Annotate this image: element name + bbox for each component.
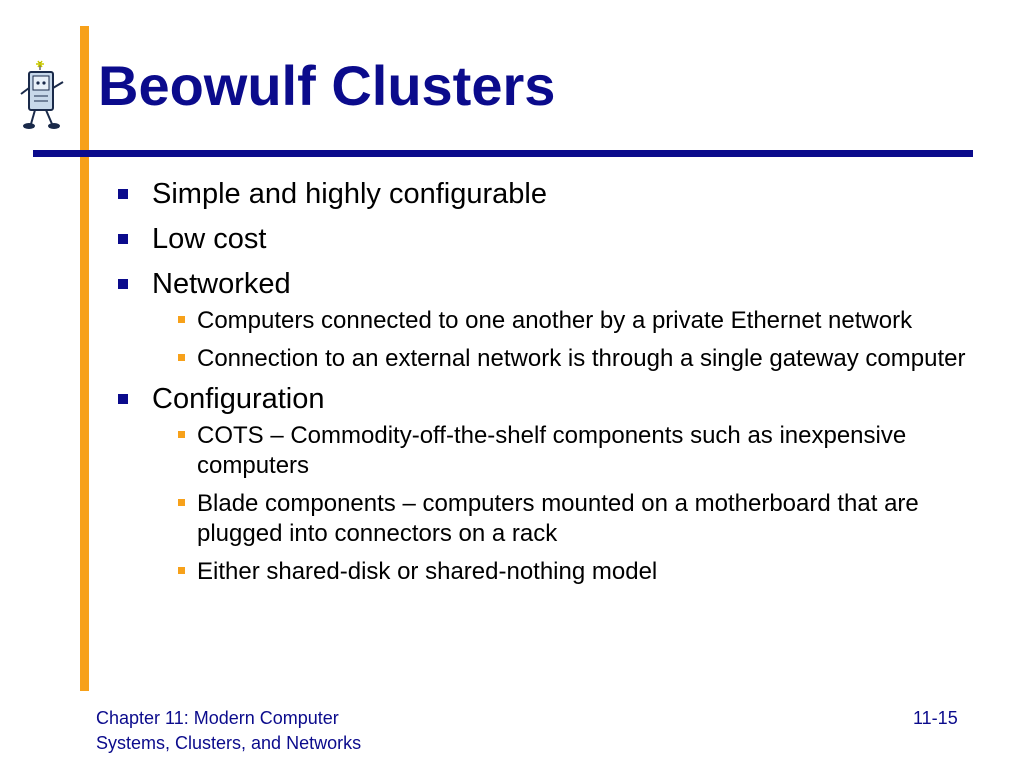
square-bullet-icon (118, 189, 128, 199)
square-sub-bullet-icon (178, 354, 185, 361)
bullet-text: Configuration (152, 383, 325, 415)
square-sub-bullet-icon (178, 567, 185, 574)
bullet-text: Simple and highly configurable (152, 178, 547, 210)
bullet-text: Networked (152, 268, 291, 300)
square-bullet-icon (118, 234, 128, 244)
title-divider-rule (33, 150, 973, 157)
bullet-item (118, 266, 988, 374)
square-bullet-icon (118, 394, 128, 404)
sub-bullet-list (152, 306, 988, 374)
sub-bullet-text: Either shared-disk or shared-nothing model (197, 558, 658, 585)
slide-title: Beowulf Clusters (98, 54, 556, 117)
footer-chapter (96, 706, 416, 756)
sub-bullet-text: Connection to an external network is through a single gateway computer (197, 345, 966, 372)
slide-content (118, 176, 988, 594)
sub-bullet-item (152, 344, 988, 374)
square-sub-bullet-icon (178, 316, 185, 323)
sub-bullet-text: COTS – Commodity-off-the-shelf components such as inexpensive computers (197, 422, 907, 479)
sub-bullet-item (152, 489, 988, 549)
computer-mascot-icon (18, 60, 70, 135)
sub-bullet-text: Blade components – computers mounted on a motherboard that are plugged into connectors on a rack (197, 490, 919, 547)
bullet-item (118, 221, 988, 257)
footer-page-number: 11-15 (913, 708, 958, 728)
bullet-text: Low cost (152, 223, 267, 255)
sub-bullet-item (152, 306, 988, 336)
sub-bullet-text: Computers connected to one another by a private Ethernet network (197, 307, 913, 334)
square-sub-bullet-icon (178, 431, 185, 438)
footer-chapter-line-1: Chapter 11: Modern Computer (96, 708, 339, 728)
footer-chapter-line-2: Systems, Clusters, and Networks (96, 733, 362, 753)
sub-bullet-list (152, 421, 988, 587)
sub-bullet-item (152, 421, 988, 481)
square-bullet-icon (118, 279, 128, 289)
bullet-item (118, 176, 988, 212)
sub-bullet-item (152, 557, 988, 587)
bullet-item (118, 381, 988, 587)
bullet-list (118, 176, 988, 587)
orange-accent-bar (80, 26, 89, 691)
square-sub-bullet-icon (178, 499, 185, 506)
